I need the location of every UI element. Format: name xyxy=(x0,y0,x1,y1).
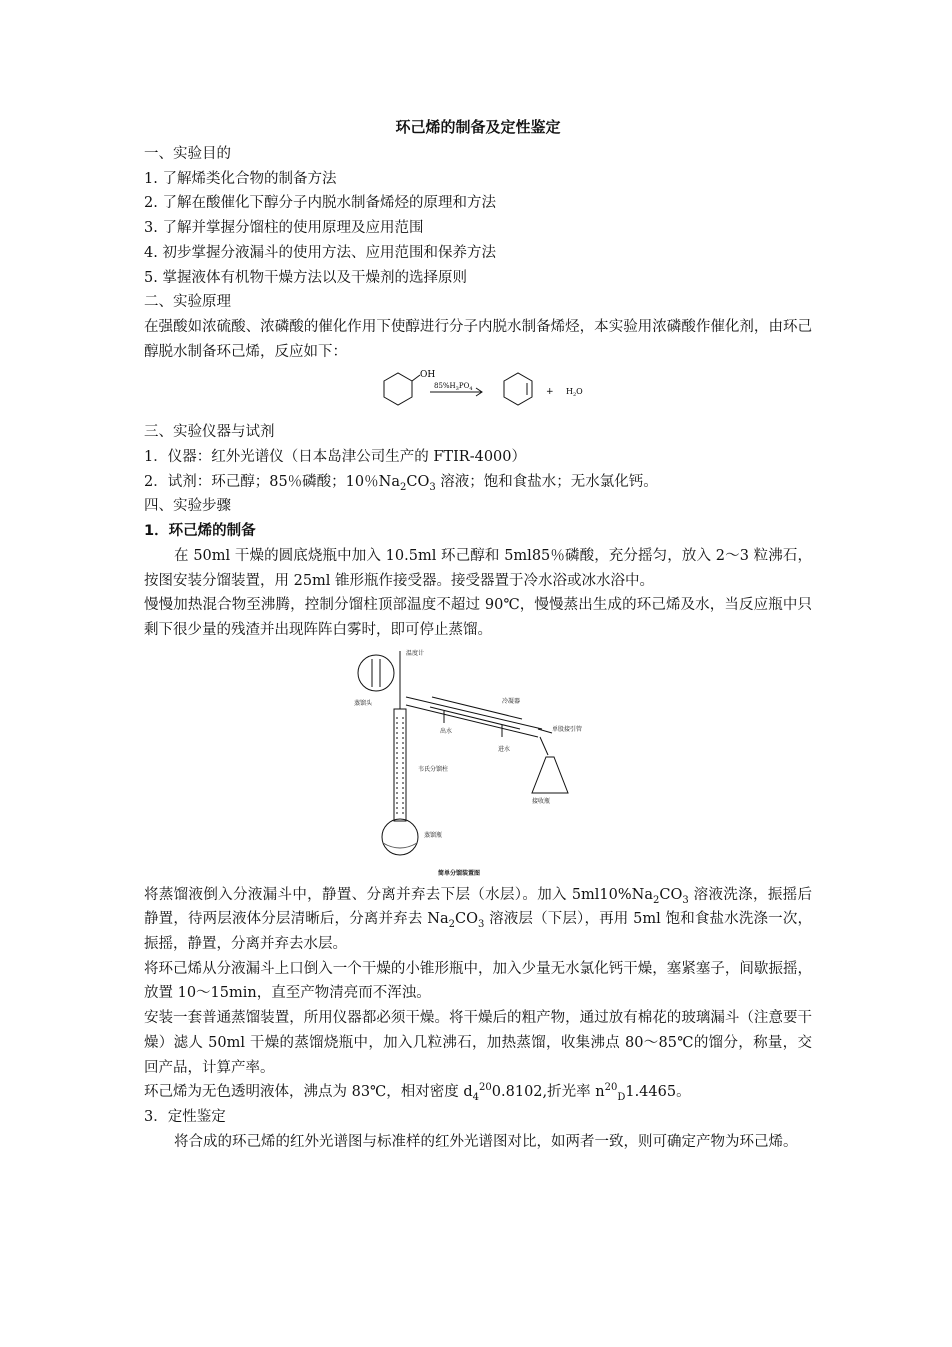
objective-item: 5. 掌握液体有机物干燥方法以及干燥剂的选择原则 xyxy=(144,269,467,286)
principle-paragraph: 在强酸如浓硫酸、浓磷酸的催化作用下使醇进行分子内脱水制备烯烃，本实验用浓磷酸作催化剂，由环己醇脱水制备环己烯，反应如下： xyxy=(144,318,812,360)
identification-paragraph: 将合成的环己烯的红外光谱图与标准样的红外光谱图对比，如两者一致，则可确定产物为环己烯。 xyxy=(174,1133,798,1150)
section-heading-principle: 二、实验原理 xyxy=(144,294,231,311)
objective-item: 2. 了解在酸催化下醇分子内脱水制备烯烃的原理和方法 xyxy=(144,195,496,212)
oh-label: OH xyxy=(420,370,436,381)
apparatus-figure xyxy=(144,643,812,883)
objective-item: 4. 初步掌握分液漏斗的使用方法、应用范围和保养方法 xyxy=(144,244,496,261)
thermometer-label: 温度计 xyxy=(406,649,425,657)
section-heading-apparatus: 三、实验仪器与试剂 xyxy=(144,424,275,441)
properties-line: 环己烯为无色透明液体，沸点为 83℃，相对密度 $d_4^{20}0.8102$,折光率 $n^{20}_D1.4465$。 xyxy=(144,1082,691,1104)
procedure-paragraph: 慢慢加热混合物至沸腾，控制分馏柱顶部温度不超过 90℃，慢慢蒸出生成的环己烯及水，当反应瓶中只剩下很少量的残渣并出现阵阵白雾时，即可停止蒸馏。 xyxy=(144,597,812,638)
reaction-scheme xyxy=(144,364,812,420)
page-title: 环己烯的制备及定性鉴定 xyxy=(395,118,561,136)
column-label: 韦氏分馏柱 xyxy=(418,765,449,773)
procedure-paragraph: 将蒸馏液倒入分液漏斗中，静置、分离并弃去下层（水层）。加入 $5ml10\%Na_2CO_3$ 溶液洗涤，振摇后静置，待两层液体分层清晰后，分离并弃去 $Na_2CO_3$ 溶液层（下层），再用 5ml 饱和食盐水洗涤一次，振摇，静置，分离并弃去水层。 xyxy=(144,886,813,953)
reagent-line: 2．试剂：环己醇；85％磷酸；10％$Na_2CO_3$ 溶液；饱和食盐水；无水氯化钙。 xyxy=(144,473,658,493)
section-heading-objectives: 一、实验目的 xyxy=(144,146,231,162)
document-page xyxy=(144,114,812,1154)
adapter-label: 单股接引管 xyxy=(552,725,583,733)
receiver-label: 接收瓶 xyxy=(532,797,551,805)
water-label: $H_2O$ xyxy=(566,387,583,399)
procedure-paragraph: 在 50ml 干燥的圆底烧瓶中加入 10.5ml 环己醇和 5ml85％磷酸，充分摇匀，放入 2～3 粒沸石，按图安装分馏装置，用 25ml 锥形瓶作接受器。接受器置于冷水浴或冰水浴中。 xyxy=(144,547,812,589)
objective-item: 1. 了解烯类化合物的制备方法 xyxy=(144,170,337,187)
cyclohexanol-ring xyxy=(384,373,412,405)
subheading-identification: 3．定性鉴定 xyxy=(144,1108,226,1125)
water-in-label: 进水 xyxy=(498,745,511,753)
procedure-paragraph: 将环己烯从分液漏斗上口倒入一个干燥的小锥形瓶中，加入少量无水氯化钙干燥，塞紧塞子，间歇振摇，放置 10～15min，直至产物清亮而不浑浊。 xyxy=(144,960,812,1002)
distillation-apparatus-diagram xyxy=(352,647,612,879)
condenser-label: 冷凝器 xyxy=(502,697,521,705)
receiver-flask xyxy=(532,757,568,793)
subheading-preparation: 1．环己烯的制备 xyxy=(144,523,256,540)
still-head-label: 蒸馏头 xyxy=(354,699,373,707)
cyclohexene-ring xyxy=(504,373,532,405)
procedure-paragraph: 安装一套普通蒸馏装置，所用仪器都必须干燥。将干燥后的粗产物，通过放有棉花的玻璃漏斗（注意要干燥）滤人 50ml 干燥的蒸馏烧瓶中，加入几粒沸石，加热蒸馏，收集沸点 80～85℃的馏分，称量，交回产品，计算产率。 xyxy=(144,1010,812,1076)
flask-label: 蒸馏瓶 xyxy=(424,831,443,839)
fractionating-column xyxy=(394,709,406,821)
plus-sign: + xyxy=(546,387,554,398)
section-heading-procedure: 四、实验步骤 xyxy=(144,498,231,515)
figure-caption: 简单分馏装置图 xyxy=(438,869,481,877)
catalyst-label: $85\%H_3PO_4$ xyxy=(434,382,473,393)
distillation-flask xyxy=(382,819,418,855)
objective-item: 3. 了解并掌握分馏柱的使用原理及应用范围 xyxy=(144,220,424,237)
water-out-label: 出水 xyxy=(440,727,453,735)
reaction-diagram xyxy=(364,366,624,416)
instrument-line: 1．仪器：红外光谱仪（日本岛津公司生产的 FTIR-4000） xyxy=(144,449,527,466)
